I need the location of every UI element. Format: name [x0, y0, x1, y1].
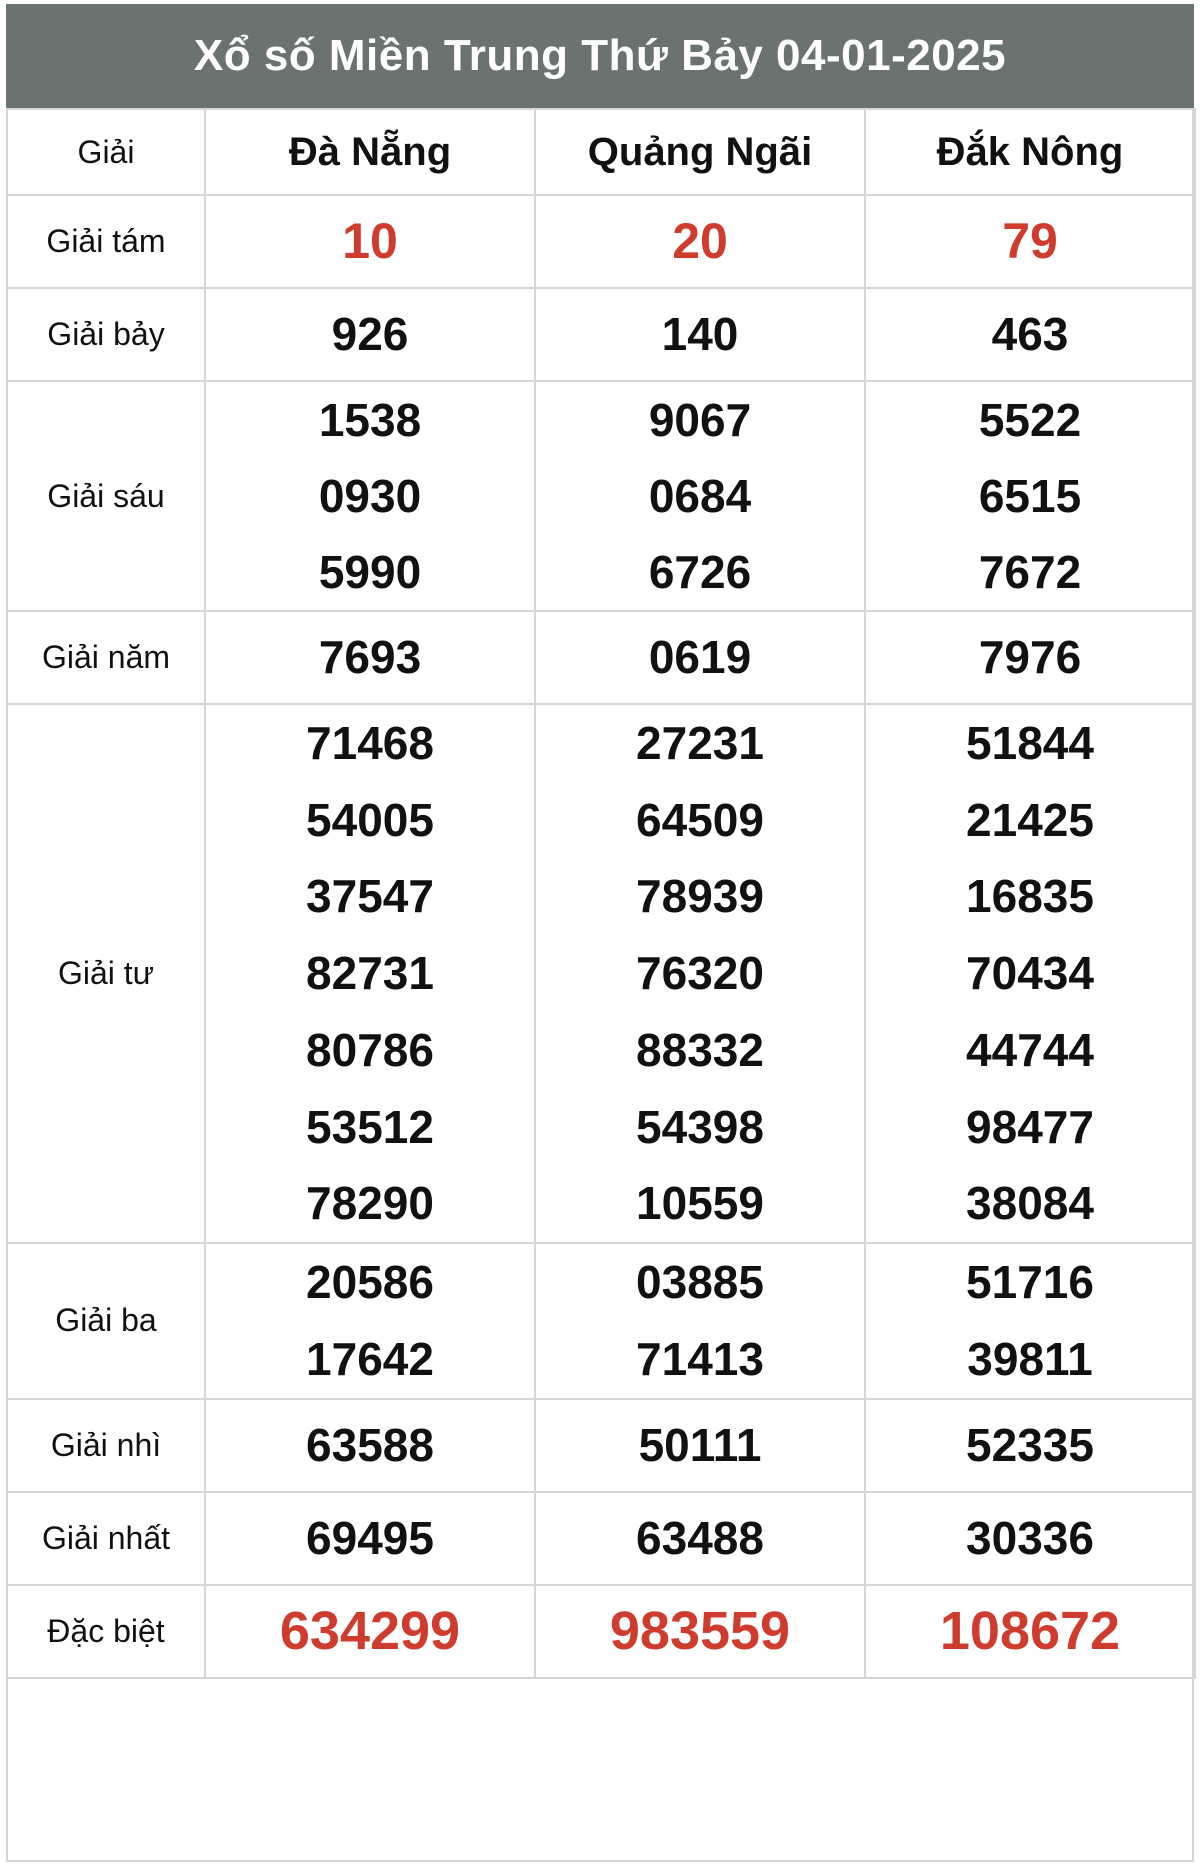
prize-row-giai-sau [7, 381, 1195, 611]
prize-cell-da-nang [205, 704, 535, 1243]
prize-cell-da-nang [205, 1492, 535, 1585]
winning-number: 71413 [636, 1332, 764, 1385]
prize-label: Giải nhì [7, 1399, 205, 1492]
winning-number: 20 [672, 213, 728, 269]
winning-number: 82731 [306, 947, 434, 1000]
winning-number: 51716 [966, 1255, 1094, 1308]
winning-number: 44744 [966, 1023, 1094, 1076]
winning-number: 6726 [648, 546, 752, 598]
prize-cell-da-nang [205, 1243, 535, 1399]
prize-label: Giải bảy [7, 288, 205, 381]
prize-cell-da-nang [205, 381, 535, 611]
winning-number: 0619 [648, 631, 752, 683]
prize-cell-quang-ngai [535, 1243, 865, 1399]
prize-label: Giải tám [7, 195, 205, 288]
winning-number: 50111 [638, 1418, 762, 1471]
prize-label: Giải sáu [7, 381, 205, 611]
prize-column-header: Giải [7, 109, 205, 195]
prize-cell-da-nang [205, 1585, 535, 1678]
winning-number: 5522 [978, 394, 1082, 446]
results-table [6, 108, 1196, 1679]
winning-number: 52335 [966, 1418, 1094, 1471]
winning-number: 78939 [636, 870, 764, 923]
winning-number: 71468 [306, 717, 434, 769]
prize-cell-da-nang [205, 611, 535, 704]
winning-number: 5990 [318, 546, 422, 598]
prize-cell-quang-ngai [535, 1585, 865, 1678]
page-title: Xổ số Miền Trung Thứ Bảy 04-01-2025 [6, 4, 1194, 108]
winning-number: 30336 [966, 1511, 1094, 1564]
prize-row-giai-nhi [7, 1399, 1195, 1492]
winning-number: 0684 [648, 470, 752, 522]
prize-row-giai-ba [7, 1243, 1195, 1399]
prize-row-giai-tam [7, 195, 1195, 288]
winning-number: 38084 [966, 1177, 1094, 1230]
prize-row-giai-nam [7, 611, 1195, 704]
prize-cell-quang-ngai [535, 381, 865, 611]
winning-number: 39811 [967, 1332, 1093, 1385]
prize-row-dac-biet [7, 1585, 1195, 1678]
prize-cell-quang-ngai [535, 1399, 865, 1492]
prize-row-giai-nhat [7, 1492, 1195, 1585]
prize-cell-da-nang [205, 195, 535, 288]
prize-cell-dak-nong [865, 611, 1195, 704]
province-header-quang-ngai: Quảng Ngãi [535, 109, 865, 195]
winning-number: 70434 [966, 947, 1094, 1000]
winning-number: 51844 [966, 717, 1094, 769]
prize-label: Đặc biệt [7, 1585, 205, 1678]
winning-number: 53512 [306, 1100, 434, 1153]
prize-label: Giải ba [7, 1243, 205, 1399]
prize-cell-quang-ngai [535, 1492, 865, 1585]
winning-number: 463 [991, 308, 1069, 360]
prize-cell-dak-nong [865, 288, 1195, 381]
winning-number: 20586 [306, 1255, 434, 1308]
header-row [7, 109, 1195, 195]
prize-cell-quang-ngai [535, 288, 865, 381]
winning-number: 10559 [636, 1177, 764, 1230]
winning-number: 7976 [978, 631, 1082, 683]
winning-number: 6515 [978, 470, 1082, 522]
winning-number: 926 [331, 308, 409, 360]
winning-number: 54398 [636, 1100, 764, 1153]
winning-number: 16835 [966, 870, 1094, 923]
winning-number: 54005 [306, 793, 434, 846]
winning-number: 69495 [306, 1511, 434, 1564]
winning-number: 1538 [318, 394, 422, 446]
winning-number: 37547 [306, 870, 434, 923]
winning-number: 140 [661, 308, 739, 360]
prize-cell-dak-nong [865, 1243, 1195, 1399]
winning-number: 88332 [636, 1023, 764, 1076]
winning-number: 7672 [978, 546, 1082, 598]
prize-cell-dak-nong [865, 1585, 1195, 1678]
winning-number: 27231 [636, 717, 764, 769]
prize-label: Giải tư [7, 704, 205, 1243]
prize-cell-dak-nong [865, 1399, 1195, 1492]
winning-number: 63588 [306, 1418, 434, 1471]
prize-cell-quang-ngai [535, 195, 865, 288]
winning-number: 0930 [318, 470, 422, 522]
prize-label: Giải năm [7, 611, 205, 704]
prize-cell-dak-nong [865, 704, 1195, 1243]
prize-cell-quang-ngai [535, 611, 865, 704]
winning-number: 21425 [966, 793, 1094, 846]
winning-number: 98477 [966, 1100, 1094, 1153]
winning-number: 10 [342, 213, 398, 269]
winning-number: 108672 [939, 1600, 1121, 1661]
prize-cell-dak-nong [865, 1492, 1195, 1585]
winning-number: 64509 [636, 793, 764, 846]
prize-cell-da-nang [205, 288, 535, 381]
winning-number: 17642 [306, 1332, 434, 1385]
prize-cell-da-nang [205, 1399, 535, 1492]
province-header-da-nang: Đà Nẵng [205, 109, 535, 195]
prize-label: Giải nhất [7, 1492, 205, 1585]
winning-number: 79 [1002, 213, 1058, 269]
prize-row-giai-tu [7, 704, 1195, 1243]
winning-number: 03885 [636, 1255, 764, 1308]
prize-row-giai-bay [7, 288, 1195, 381]
winning-number: 78290 [306, 1177, 434, 1230]
winning-number: 63488 [636, 1511, 764, 1564]
winning-number: 634299 [279, 1600, 461, 1661]
prize-cell-quang-ngai [535, 704, 865, 1243]
winning-number: 76320 [636, 947, 764, 1000]
winning-number: 983559 [609, 1600, 791, 1661]
prize-cell-dak-nong [865, 381, 1195, 611]
province-header-dak-nong: Đắk Nông [865, 109, 1195, 195]
winning-number: 80786 [306, 1023, 434, 1076]
prize-cell-dak-nong [865, 195, 1195, 288]
winning-number: 9067 [648, 394, 752, 446]
winning-number: 7693 [318, 631, 422, 683]
